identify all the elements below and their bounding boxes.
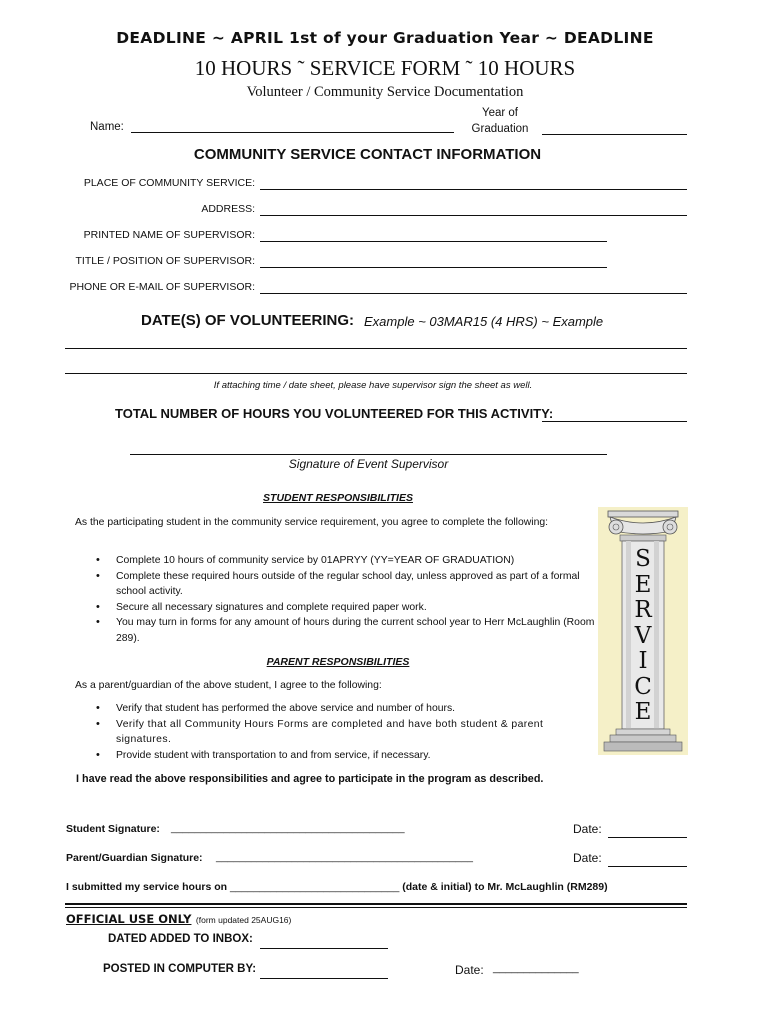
official-use-header	[66, 910, 291, 928]
dated-inbox-field[interactable]	[260, 948, 388, 949]
parent-signature-label: Parent/Guardian Signature:	[66, 852, 203, 864]
contact-heading: COMMUNITY SERVICE CONTACT INFORMATION	[193, 146, 542, 163]
student-signature-label: Student Signature:	[66, 823, 160, 835]
supervisor-contact-field[interactable]	[260, 293, 687, 294]
submission-date-field[interactable]: _____________________________	[229, 881, 400, 893]
parent-intro: As a parent/guardian of the above student, I agree to the following:	[75, 680, 382, 691]
form-title: 10 HOURS ˜ SERVICE FORM ˜ 10 HOURS	[194, 56, 576, 80]
logo-letter: C	[634, 673, 652, 700]
place-field[interactable]	[260, 189, 687, 190]
year-label-line2: Graduation	[471, 123, 529, 135]
supervisor-name-label: PRINTED NAME OF SUPERVISOR:	[83, 229, 255, 241]
student-intro: As the participating student in the community service requirement, you agree to complete the following:	[75, 517, 549, 528]
address-label: ADDRESS:	[201, 203, 255, 215]
graduation-year-label	[470, 105, 530, 137]
list-item: • Complete 10 hours of community service by 01APRYY (YY=YEAR OF GRADUATION)	[76, 553, 606, 569]
list-item: • Secure all necessary signatures and complete required paper work.	[76, 600, 606, 616]
logo-letter: E	[634, 571, 652, 598]
supervisor-title-field[interactable]	[260, 267, 607, 268]
parent-date-label: Date:	[573, 851, 602, 865]
student-signature-field[interactable]: ________________________________________	[171, 822, 405, 834]
posted-by-label: POSTED IN COMPUTER BY:	[103, 963, 257, 975]
list-item: • Verify that student has performed the above service and number of hours.	[76, 701, 586, 717]
service-letters	[622, 547, 664, 726]
dates-example: Example ~ 03MAR15 (4 HRS) ~ Example	[364, 314, 604, 329]
student-list	[76, 553, 606, 646]
parent-signature-field[interactable]: ____________________________________________	[216, 851, 473, 863]
logo-letter: V	[634, 622, 652, 649]
list-item: • Complete these required hours outside of the regular school day, unless approved as part of a formal school activity.	[76, 569, 606, 600]
attachment-note: If attaching time / date sheet, please have supervisor sign the sheet as well.	[213, 380, 533, 391]
address-field[interactable]	[260, 215, 687, 216]
submission-suffix: (date & initial) to Mr. McLaughlin (RM289)	[402, 881, 608, 893]
agreement-statement: I have read the above responsibilities and agree to participate in the program as described.	[76, 773, 544, 785]
logo-letter: I	[638, 648, 648, 674]
list-item: • Verify that all Community Hours Forms are completed and have both student & parent signatures.	[76, 717, 586, 748]
logo-letter: S	[635, 546, 651, 572]
student-date-field[interactable]	[608, 837, 687, 838]
official-divider-thin	[65, 907, 687, 908]
list-item: • You may turn in forms for any amount of hours during the current school year to Herr McLaughlin (Room 289).	[76, 615, 606, 646]
parent-responsibilities-heading: PARENT RESPONSIBILITIES	[266, 656, 410, 668]
place-label: PLACE OF COMMUNITY SERVICE:	[83, 177, 255, 189]
dated-inbox-label: DATED ADDED TO INBOX:	[108, 933, 253, 945]
dates-field-2[interactable]	[65, 373, 687, 374]
supervisor-signature-field[interactable]	[130, 454, 607, 455]
supervisor-title-label: TITLE / POSITION OF SUPERVISOR:	[75, 255, 255, 267]
total-hours-label: TOTAL NUMBER OF HOURS YOU VOLUNTEERED FOR THIS ACTIVITY:	[115, 406, 554, 421]
student-responsibilities-heading: STUDENT RESPONSIBILITIES	[263, 492, 413, 504]
logo-letter: R	[634, 597, 652, 623]
supervisor-name-field[interactable]	[260, 241, 607, 242]
service-column-logo	[598, 507, 688, 755]
submission-statement	[66, 881, 608, 893]
official-use-heading: OFFICIAL USE ONLY	[66, 912, 192, 926]
name-label: Name:	[90, 121, 124, 133]
student-date-label: Date:	[573, 822, 602, 836]
dates-heading: DATE(S) OF VOLUNTEERING:	[141, 312, 355, 329]
name-field[interactable]	[131, 132, 454, 133]
logo-letter: E	[634, 699, 652, 725]
official-date-label: Date:	[455, 963, 484, 977]
form-subtitle: Volunteer / Community Service Documentation	[246, 84, 524, 100]
supervisor-signature-caption: Signature of Event Supervisor	[288, 457, 449, 471]
posted-by-field[interactable]	[260, 978, 388, 979]
deadline-banner: DEADLINE ~ APRIL 1st of your Graduation Year ~ DEADLINE	[116, 29, 654, 47]
supervisor-contact-label: PHONE OR E-MAIL OF SUPERVISOR:	[69, 281, 255, 293]
total-hours-field[interactable]	[542, 421, 687, 422]
graduation-year-field[interactable]	[542, 134, 687, 135]
year-label-line1: Year of	[481, 107, 519, 119]
submission-prefix: I submitted my service hours on	[66, 881, 228, 893]
list-item: • Provide student with transportation to and from service, if necessary.	[76, 748, 586, 764]
official-date-field[interactable]: ______________	[493, 962, 579, 974]
official-divider	[65, 903, 687, 905]
dates-field-1[interactable]	[65, 348, 687, 349]
parent-date-field[interactable]	[608, 866, 687, 867]
form-updated-note: (form updated 25AUG16)	[195, 915, 292, 925]
parent-list	[76, 701, 586, 763]
